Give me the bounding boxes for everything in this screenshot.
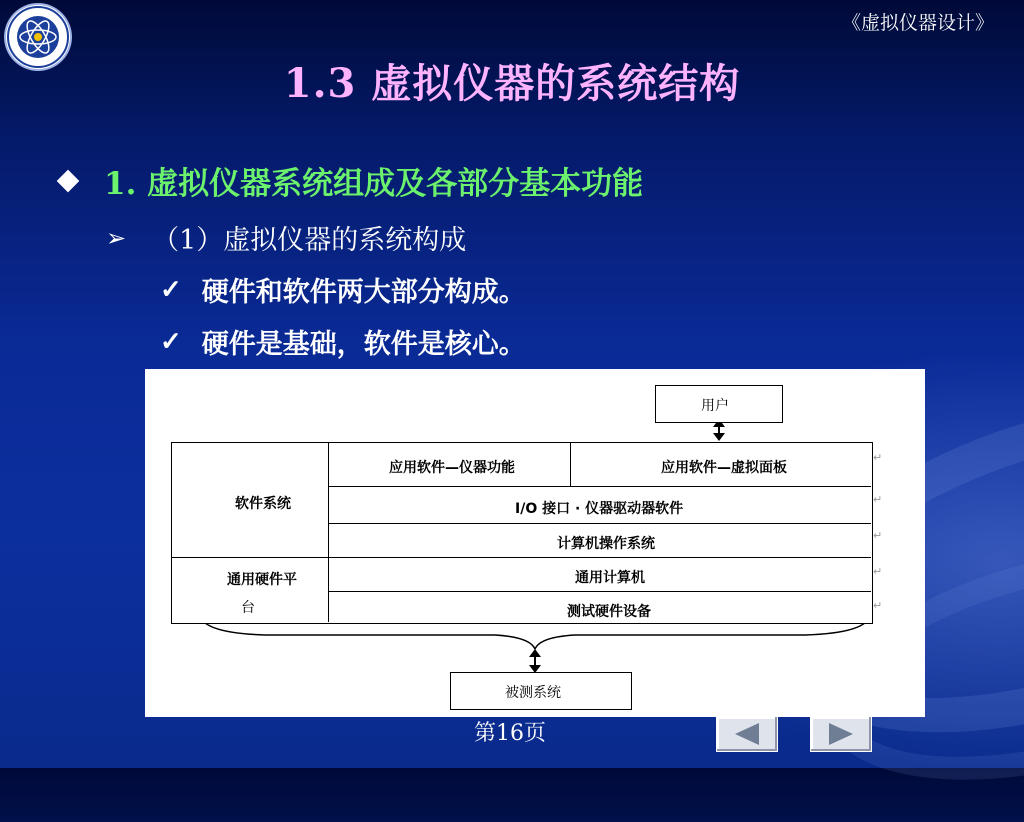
os-label: 计算机操作系统	[557, 536, 655, 552]
bullet-level-3-text: 硬件和软件两大部分构成。	[201, 277, 526, 308]
dut-label: 被测系统	[505, 685, 561, 701]
arrow-bullet-icon: ➢	[106, 223, 127, 252]
bullet-level-3	[160, 322, 526, 361]
slide-title: 1.3 虚拟仪器的系统结构	[283, 60, 741, 107]
course-title: 《虚拟仪器设计》	[841, 12, 994, 34]
checkmark-icon: ✓	[160, 274, 182, 305]
bullet-level-3	[160, 270, 526, 309]
user-label: 用户	[701, 398, 729, 414]
page-number: 第16页	[474, 721, 546, 746]
paragraph-mark-icon: ↵	[873, 493, 883, 506]
io-driver-label: I/O 接口 · 仪器驱动器软件	[515, 501, 684, 517]
app-virtual-panel-label: 应用软件—虚拟面板	[661, 460, 787, 476]
paragraph-mark-icon: ↵	[873, 451, 883, 464]
layer-table-divider	[328, 591, 871, 592]
app-instrument-function-label: 应用软件—仪器功能	[389, 460, 515, 476]
diamond-bullet-icon	[57, 169, 80, 192]
checkmark-icon: ✓	[160, 326, 182, 357]
paragraph-mark-icon: ↵	[873, 565, 883, 578]
next-slide-button[interactable]	[810, 716, 872, 752]
hardware-platform-label: 台	[241, 600, 255, 616]
general-computer-label: 通用计算机	[575, 570, 645, 586]
bullet-level-3-text: 硬件是基础，软件是核心。	[201, 329, 526, 360]
layer-table-divider	[570, 442, 571, 486]
layer-table-divider	[328, 523, 871, 524]
layer-table-divider	[328, 486, 871, 487]
hardware-platform-label: 通用硬件平	[227, 572, 297, 588]
paragraph-mark-icon: ↵	[873, 599, 883, 612]
right-triangle-icon	[811, 717, 871, 751]
test-hardware-label: 测试硬件设备	[567, 604, 651, 620]
layer-table-divider	[328, 557, 871, 558]
software-system-label: 软件系统	[235, 496, 291, 512]
paragraph-mark-icon: ↵	[873, 529, 883, 542]
layer-table-divider	[171, 557, 329, 558]
previous-slide-button[interactable]	[716, 716, 778, 752]
bullet-level-2-text: （1）虚拟仪器的系统构成	[152, 225, 467, 256]
system-structure-diagram	[145, 369, 925, 717]
bullet-level-1-text: 1. 虚拟仪器系统组成及各部分基本功能	[104, 166, 644, 202]
bullet-level-2	[106, 218, 466, 257]
left-triangle-icon	[717, 717, 777, 751]
layer-table-divider	[328, 442, 329, 622]
bullet-level-1	[52, 158, 643, 203]
